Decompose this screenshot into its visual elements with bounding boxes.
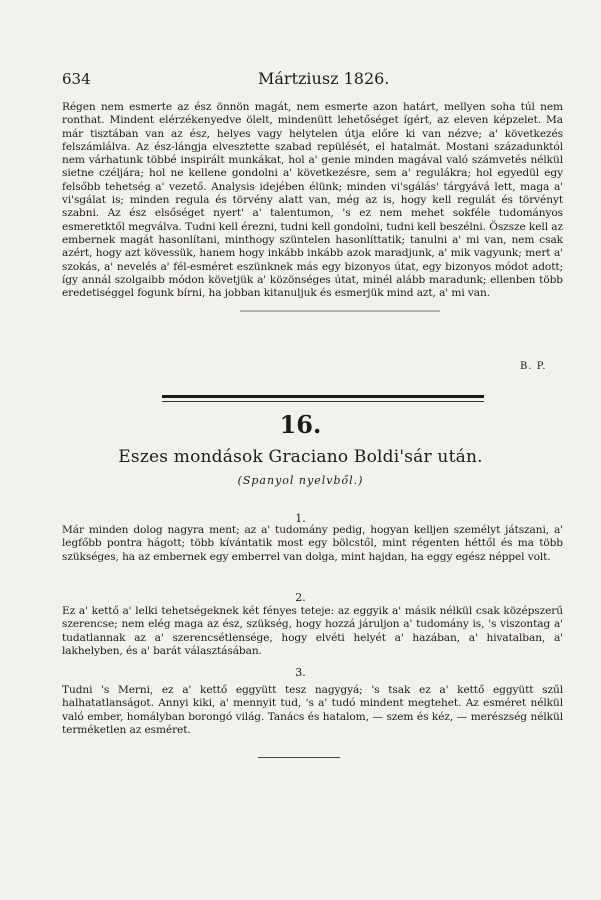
page-header [62,70,561,90]
saying-number: 2. [295,591,306,604]
running-title: Mártziusz 1826. [258,69,390,88]
section-divider-thin [162,401,484,402]
section-title: Eszes mondások Graciano Boldi'sár után. [118,447,483,467]
section-subtitle: (Spanyol nyelvből.) [237,474,364,487]
author-signature: B. P. [520,361,547,372]
intro-paragraph: Régen nem esmerte az ész önnön magát, nem esmerte azon határt, mellyen soha túl nem ronthat. Mindent elérzékenyedve ölelt, mindenütt lehetőséget ígért, az eleven képzelet. Ma már tisztában van az ész, helyes vagy helytelen útja előre ki van nézve; a' következés felszámlálva. Az ész-lángja elvesztette szabad repülését, el hatalmát. Mostani századunktól nem várhatunk többé inspirált munkákat, hol a' genie minden magával való számvetés nélkül sietne czéljára; hol ne kellene gondolni a' következésre, sem a' regulákra; hol egyedül egy felsőbb tehetség a' vezető. Analysis idejében élünk; minden vi'sgálás' tárgyává lett, maga a' vi'sgálat is; minden regula és törvény alatt van, még az is, hogy kell regulát és törvényt szabni. Az ész elsőséget nyert' a' talentumon, 's ez nem mehet sokféle tudományos esmeretktől megválva. Tudni kell érezni, tudni kell gondolni, tudni kell beszélni. Öszsze kell az embernek magát hasonlítani, minthogy szüntelen hasonlíttatik; tanulni a' mi van, nem csak azért, hogy azt kövessük, hanem hogy inkább inkább azok maradjunk, a' mik vagyunk; mert a' szokás, a' nevelés a' fél-esméret eszünknek más egy bizonyos útat, egy bizonyos módot adott; így annál szolgaibb módon követjük a' közönséges útat, minél alább maradunk; ellenben több eredetiséggel fogunk bírni, ha jobban kitanuljuk és esmerjük mind azt, a' mi van. [62,101,563,300]
saying-text: Már minden dolog nagyra ment; az a' tudomány pedig, hogyan kelljen személyt játszani, a' legfőbb pontra hágott; több kívántatik most egy bölcstől, mint régenten héttől és ma több szükséges, ha az embernek egy emberrel van dolga, mint hajdan, ha eggy egész néppel volt. [62,524,563,563]
saying-number: 1. [295,512,306,525]
saying-text: Tudni 's Merni, ez a' kettő eggyütt tesz nagygyá; 's tsak ez a' kettő eggyütt szűl halhatatlanságot. Annyi kiki, a' mennyit tud, 's a' tudó mindent megtehet. Az esméret nélkül való ember, homályban borongó világ. Tanács és hatalom, — szem és kéz, — merészség nélkül terméketlen az esméret. [62,684,563,736]
section-number: 16. [279,410,322,439]
underline-mark [240,310,440,312]
saying-text: Ez a' kettő a' lelki tehetségeknek két fényes teteje: az eggyik a' másik nélkül csak középszerű szerencse; nem elég maga az ész, szükség, hogy hozzá járuljon a' tudomány is, 's viszontag a' tudatlannak az a' szerencsétlensége, hogy elvéti helyét a' hazában, a' hivatalban, a' lakhelyben, és a' barát választásában. [62,605,563,657]
saying-number: 3. [295,666,306,679]
page-number: 634 [62,70,91,88]
section-divider-thick [162,395,484,398]
end-rule [258,757,340,758]
